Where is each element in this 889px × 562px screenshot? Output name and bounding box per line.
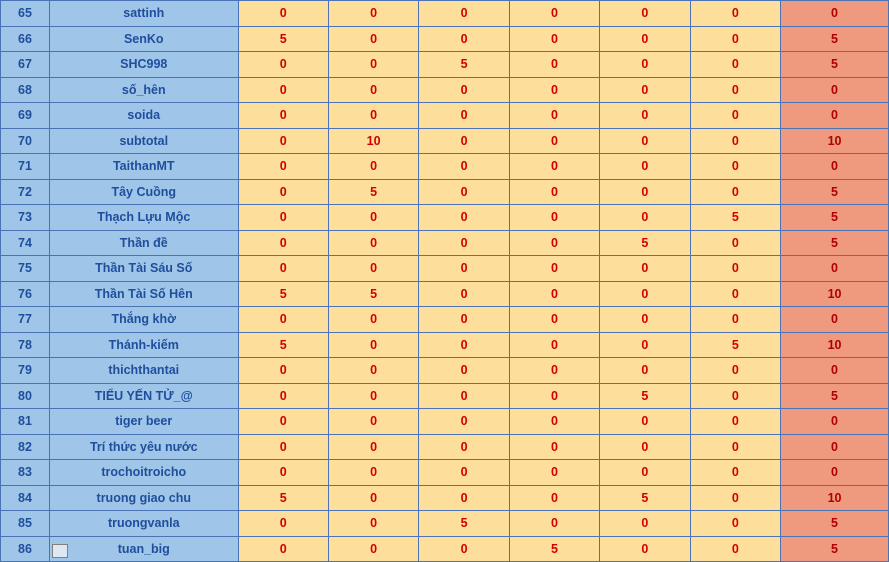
score-cell[interactable]: 0 xyxy=(509,511,599,537)
player-name-cell[interactable]: TIỂU YẾN TỬ_@ xyxy=(50,383,238,409)
total-cell[interactable]: 5 xyxy=(781,511,889,537)
total-cell[interactable]: 0 xyxy=(781,154,889,180)
score-cell[interactable]: 0 xyxy=(600,434,690,460)
table-row[interactable] xyxy=(1,358,889,384)
row-number[interactable]: 85 xyxy=(1,511,50,537)
score-cell[interactable]: 5 xyxy=(238,485,328,511)
score-cell[interactable]: 0 xyxy=(509,230,599,256)
score-cell[interactable]: 0 xyxy=(690,485,780,511)
score-cell[interactable]: 0 xyxy=(419,409,509,435)
score-cell[interactable]: 0 xyxy=(600,103,690,129)
table-row[interactable] xyxy=(1,332,889,358)
row-number[interactable]: 82 xyxy=(1,434,50,460)
score-cell[interactable]: 0 xyxy=(690,256,780,282)
row-number[interactable]: 66 xyxy=(1,26,50,52)
score-cell[interactable]: 0 xyxy=(690,154,780,180)
table-row[interactable] xyxy=(1,383,889,409)
score-cell[interactable]: 0 xyxy=(690,460,780,486)
table-row[interactable] xyxy=(1,230,889,256)
total-cell[interactable]: 10 xyxy=(781,281,889,307)
score-cell[interactable]: 0 xyxy=(509,77,599,103)
score-cell[interactable]: 0 xyxy=(328,77,418,103)
score-cell[interactable]: 0 xyxy=(419,179,509,205)
score-cell[interactable]: 0 xyxy=(419,128,509,154)
score-cell[interactable]: 0 xyxy=(690,26,780,52)
score-cell[interactable]: 0 xyxy=(419,460,509,486)
score-cell[interactable]: 0 xyxy=(690,281,780,307)
score-cell[interactable]: 0 xyxy=(419,536,509,562)
total-cell[interactable]: 0 xyxy=(781,358,889,384)
total-cell[interactable]: 0 xyxy=(781,460,889,486)
score-cell[interactable]: 0 xyxy=(419,1,509,27)
score-cell[interactable]: 0 xyxy=(509,434,599,460)
player-name-cell[interactable]: truong giao chu xyxy=(50,485,238,511)
total-cell[interactable]: 0 xyxy=(781,77,889,103)
score-cell[interactable]: 0 xyxy=(328,332,418,358)
total-cell[interactable]: 0 xyxy=(781,409,889,435)
total-cell[interactable]: 5 xyxy=(781,179,889,205)
score-cell[interactable]: 0 xyxy=(690,52,780,78)
player-name-cell[interactable]: tiger beer xyxy=(50,409,238,435)
score-cell[interactable]: 0 xyxy=(690,179,780,205)
score-cell[interactable]: 5 xyxy=(419,511,509,537)
score-cell[interactable]: 0 xyxy=(509,256,599,282)
score-cell[interactable]: 0 xyxy=(419,230,509,256)
score-cell[interactable]: 0 xyxy=(419,434,509,460)
player-name-cell[interactable]: Thánh-kiếm xyxy=(50,332,238,358)
total-cell[interactable]: 0 xyxy=(781,434,889,460)
score-cell[interactable]: 0 xyxy=(328,205,418,231)
total-cell[interactable]: 5 xyxy=(781,536,889,562)
score-cell[interactable]: 0 xyxy=(328,383,418,409)
score-cell[interactable]: 0 xyxy=(509,460,599,486)
score-cell[interactable]: 0 xyxy=(509,103,599,129)
score-cell[interactable]: 0 xyxy=(328,358,418,384)
total-cell[interactable]: 5 xyxy=(781,26,889,52)
score-cell[interactable]: 0 xyxy=(328,230,418,256)
total-cell[interactable]: 10 xyxy=(781,332,889,358)
score-cell[interactable]: 0 xyxy=(328,536,418,562)
score-cell[interactable]: 5 xyxy=(238,332,328,358)
score-cell[interactable]: 0 xyxy=(328,409,418,435)
row-number[interactable]: 78 xyxy=(1,332,50,358)
table-row[interactable] xyxy=(1,205,889,231)
total-cell[interactable]: 5 xyxy=(781,383,889,409)
total-cell[interactable]: 5 xyxy=(781,230,889,256)
score-cell[interactable]: 0 xyxy=(328,307,418,333)
score-cell[interactable]: 5 xyxy=(328,281,418,307)
score-cell[interactable]: 5 xyxy=(419,52,509,78)
player-name-cell[interactable]: Thạch Lựu Mộc xyxy=(50,205,238,231)
player-name-cell[interactable]: thichthantai xyxy=(50,358,238,384)
total-cell[interactable]: 0 xyxy=(781,307,889,333)
table-row[interactable] xyxy=(1,434,889,460)
score-cell[interactable]: 0 xyxy=(690,358,780,384)
score-cell[interactable]: 0 xyxy=(419,77,509,103)
score-cell[interactable]: 0 xyxy=(238,103,328,129)
table-row[interactable] xyxy=(1,536,889,562)
score-cell[interactable]: 0 xyxy=(690,103,780,129)
score-cell[interactable]: 0 xyxy=(238,179,328,205)
score-cell[interactable]: 0 xyxy=(328,460,418,486)
score-cell[interactable]: 0 xyxy=(238,128,328,154)
score-cell[interactable]: 0 xyxy=(419,256,509,282)
score-cell[interactable]: 0 xyxy=(509,205,599,231)
table-body xyxy=(1,1,889,562)
score-cell[interactable]: 0 xyxy=(600,511,690,537)
score-cell[interactable]: 0 xyxy=(328,26,418,52)
row-number[interactable]: 72 xyxy=(1,179,50,205)
score-cell[interactable]: 0 xyxy=(600,307,690,333)
score-cell[interactable]: 0 xyxy=(238,409,328,435)
table-row[interactable] xyxy=(1,77,889,103)
row-number[interactable]: 71 xyxy=(1,154,50,180)
total-cell[interactable]: 5 xyxy=(781,52,889,78)
score-cell[interactable]: 0 xyxy=(690,77,780,103)
score-cell[interactable]: 5 xyxy=(690,332,780,358)
score-cell[interactable]: 5 xyxy=(690,205,780,231)
row-number[interactable]: 84 xyxy=(1,485,50,511)
score-cell[interactable]: 0 xyxy=(238,536,328,562)
score-cell[interactable]: 0 xyxy=(238,52,328,78)
score-cell[interactable]: 0 xyxy=(238,1,328,27)
table-row[interactable] xyxy=(1,485,889,511)
score-cell[interactable]: 0 xyxy=(328,256,418,282)
score-cell[interactable]: 0 xyxy=(509,52,599,78)
player-name-cell[interactable]: trochoitroicho xyxy=(50,460,238,486)
score-cell[interactable]: 0 xyxy=(419,281,509,307)
score-cell[interactable]: 10 xyxy=(328,128,418,154)
table-row[interactable] xyxy=(1,409,889,435)
score-cell[interactable]: 0 xyxy=(690,128,780,154)
table-row[interactable] xyxy=(1,307,889,333)
player-name-cell[interactable]: số_hên xyxy=(50,77,238,103)
row-number[interactable]: 74 xyxy=(1,230,50,256)
score-cell[interactable]: 0 xyxy=(238,358,328,384)
score-cell[interactable]: 0 xyxy=(238,434,328,460)
score-cell[interactable]: 0 xyxy=(419,307,509,333)
table-row[interactable] xyxy=(1,256,889,282)
total-cell[interactable]: 0 xyxy=(781,1,889,27)
score-cell[interactable]: 0 xyxy=(509,1,599,27)
player-name-cell[interactable]: Thần Tài Sáu Số xyxy=(50,256,238,282)
score-cell[interactable]: 0 xyxy=(509,383,599,409)
score-cell[interactable]: 0 xyxy=(238,460,328,486)
table-row[interactable] xyxy=(1,103,889,129)
score-cell[interactable]: 0 xyxy=(690,409,780,435)
player-name-cell[interactable]: Trí thức yêu nước xyxy=(50,434,238,460)
table-row[interactable] xyxy=(1,281,889,307)
score-cell[interactable]: 0 xyxy=(509,358,599,384)
score-cell[interactable]: 0 xyxy=(509,154,599,180)
score-cell[interactable]: 0 xyxy=(690,511,780,537)
score-cell[interactable]: 0 xyxy=(509,332,599,358)
player-name-cell[interactable]: TaithanMT xyxy=(50,154,238,180)
score-cell[interactable]: 5 xyxy=(328,179,418,205)
score-cell[interactable]: 0 xyxy=(690,230,780,256)
table-row[interactable] xyxy=(1,179,889,205)
row-number[interactable]: 76 xyxy=(1,281,50,307)
score-cell[interactable]: 0 xyxy=(419,358,509,384)
table-row[interactable] xyxy=(1,460,889,486)
score-cell[interactable]: 0 xyxy=(600,536,690,562)
score-cell[interactable]: 0 xyxy=(600,77,690,103)
row-number[interactable]: 79 xyxy=(1,358,50,384)
score-cell[interactable]: 0 xyxy=(509,281,599,307)
score-cell[interactable]: 0 xyxy=(328,434,418,460)
score-cell[interactable]: 0 xyxy=(419,485,509,511)
score-cell[interactable]: 0 xyxy=(238,256,328,282)
score-cell[interactable]: 0 xyxy=(238,307,328,333)
row-number[interactable]: 77 xyxy=(1,307,50,333)
score-cell[interactable]: 0 xyxy=(600,460,690,486)
row-number[interactable]: 73 xyxy=(1,205,50,231)
score-cell[interactable]: 0 xyxy=(419,205,509,231)
score-cell[interactable]: 0 xyxy=(238,154,328,180)
score-cell[interactable]: 5 xyxy=(600,485,690,511)
score-cell[interactable]: 0 xyxy=(328,511,418,537)
row-number[interactable]: 70 xyxy=(1,128,50,154)
row-number[interactable]: 65 xyxy=(1,1,50,27)
score-cell[interactable]: 0 xyxy=(600,154,690,180)
table-row[interactable] xyxy=(1,511,889,537)
score-cell[interactable]: 0 xyxy=(509,26,599,52)
score-cell[interactable]: 0 xyxy=(600,179,690,205)
score-cell[interactable]: 0 xyxy=(600,358,690,384)
score-cell[interactable]: 0 xyxy=(600,26,690,52)
table-row[interactable] xyxy=(1,128,889,154)
row-number[interactable]: 68 xyxy=(1,77,50,103)
score-cell[interactable]: 0 xyxy=(509,128,599,154)
score-cell[interactable]: 0 xyxy=(419,103,509,129)
score-cell[interactable]: 0 xyxy=(600,205,690,231)
player-name-cell[interactable]: Thắng khờ xyxy=(50,307,238,333)
score-cell[interactable]: 0 xyxy=(238,230,328,256)
score-cell[interactable]: 0 xyxy=(600,256,690,282)
player-name-cell[interactable]: truongvanla xyxy=(50,511,238,537)
score-cell[interactable]: 0 xyxy=(600,52,690,78)
row-number[interactable]: 67 xyxy=(1,52,50,78)
player-name-cell[interactable]: subtotal xyxy=(50,128,238,154)
score-cell[interactable]: 0 xyxy=(419,26,509,52)
player-name-cell[interactable]: SHC998 xyxy=(50,52,238,78)
player-name-cell[interactable]: Thần đề xyxy=(50,230,238,256)
row-number[interactable]: 80 xyxy=(1,383,50,409)
row-number[interactable]: 75 xyxy=(1,256,50,282)
score-cell[interactable]: 0 xyxy=(328,1,418,27)
score-cell[interactable]: 5 xyxy=(238,26,328,52)
score-cell[interactable]: 0 xyxy=(600,1,690,27)
score-cell[interactable]: 0 xyxy=(690,536,780,562)
score-cell[interactable]: 0 xyxy=(419,332,509,358)
score-cell[interactable]: 0 xyxy=(509,485,599,511)
table-row[interactable] xyxy=(1,154,889,180)
score-cell[interactable]: 5 xyxy=(600,230,690,256)
table-row[interactable] xyxy=(1,1,889,27)
score-cell[interactable]: 0 xyxy=(690,1,780,27)
row-number[interactable]: 81 xyxy=(1,409,50,435)
score-cell[interactable]: 0 xyxy=(690,383,780,409)
score-cell[interactable]: 0 xyxy=(419,154,509,180)
score-cell[interactable]: 0 xyxy=(238,77,328,103)
score-cell[interactable]: 0 xyxy=(509,179,599,205)
score-cell[interactable]: 5 xyxy=(600,383,690,409)
player-name-cell[interactable]: Thần Tài Số Hên xyxy=(50,281,238,307)
total-cell[interactable]: 10 xyxy=(781,128,889,154)
score-cell[interactable]: 0 xyxy=(328,103,418,129)
score-cell[interactable]: 0 xyxy=(509,307,599,333)
row-number[interactable]: 69 xyxy=(1,103,50,129)
score-cell[interactable]: 5 xyxy=(509,536,599,562)
score-cell[interactable]: 0 xyxy=(690,307,780,333)
table-row[interactable] xyxy=(1,26,889,52)
cell-selection-marker[interactable] xyxy=(52,544,68,558)
score-cell[interactable]: 0 xyxy=(328,52,418,78)
total-cell[interactable]: 10 xyxy=(781,485,889,511)
score-cell[interactable]: 0 xyxy=(600,281,690,307)
score-cell[interactable]: 0 xyxy=(328,154,418,180)
table-row[interactable] xyxy=(1,52,889,78)
score-cell[interactable]: 0 xyxy=(509,409,599,435)
total-cell[interactable]: 5 xyxy=(781,205,889,231)
player-name-cell[interactable]: tuan_big xyxy=(50,536,238,562)
player-name-cell[interactable]: Tây Cuồng xyxy=(50,179,238,205)
score-cell[interactable]: 0 xyxy=(600,332,690,358)
score-cell[interactable]: 0 xyxy=(328,485,418,511)
total-cell[interactable]: 0 xyxy=(781,256,889,282)
player-name-cell[interactable]: SenKo xyxy=(50,26,238,52)
score-cell[interactable]: 0 xyxy=(238,205,328,231)
player-name-cell[interactable]: sattinh xyxy=(50,1,238,27)
score-cell[interactable]: 0 xyxy=(600,128,690,154)
score-cell[interactable]: 5 xyxy=(238,281,328,307)
row-number[interactable]: 86 xyxy=(1,536,50,562)
score-cell[interactable]: 0 xyxy=(238,511,328,537)
total-cell[interactable]: 0 xyxy=(781,103,889,129)
player-name-cell[interactable]: soida xyxy=(50,103,238,129)
row-number[interactable]: 83 xyxy=(1,460,50,486)
score-cell[interactable]: 0 xyxy=(238,383,328,409)
score-cell[interactable]: 0 xyxy=(419,383,509,409)
score-cell[interactable]: 0 xyxy=(600,409,690,435)
score-cell[interactable]: 0 xyxy=(690,434,780,460)
